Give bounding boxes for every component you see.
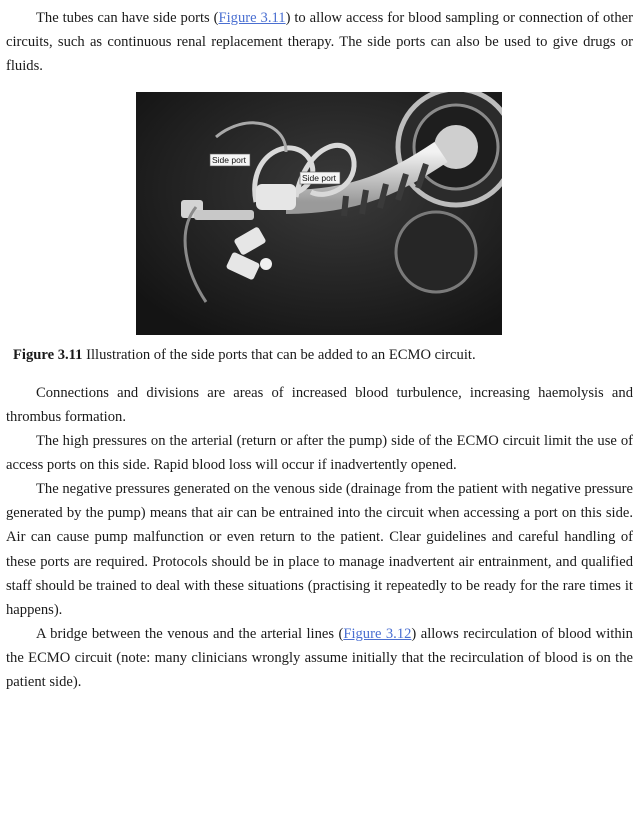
paragraph-text: ) to allow access for blood sampling or connection of other circuits, such as continuous renal replacement therapy. The side ports can also be used to give drugs or fluids. [6,10,633,75]
paragraph-turbulence: Connections and divisions are areas of increased blood turbulence, increasing haemolysis and thrombus formation. [6,385,633,426]
paragraph-venous-pressure: The negative pressures generated on the venous side (drainage from the patient with negative pressure generated by the pump) means that air can be entrained into the circuit when accessing a port on this side. Air can cause pump malfunction or even return to the patient. Clear guidelines and careful handling of these ports are required. Protocols should be in place to manage inadvertent air entrainment, and qualified staff should be trained to deal with these situations (practising it repeatedly to be ready for the rare times it happens). [6,481,633,619]
figure-caption [13,344,476,366]
paragraph-text: ) allows recirculation of blood within the ECMO circuit (note: many clinicians wrongly assume initially that the recirculation of blood is on the patient side). [6,626,633,691]
side-port-label-2: Side port [302,173,337,183]
paragraph-bridge [6,622,633,695]
figure-caption-text: Illustration of the side ports that can be added to an ECMO circuit. [82,347,476,363]
paragraph-text: A bridge between the venous and the arterial lines ( [36,626,344,642]
figure-3-11-link[interactable]: Figure 3.11 [218,10,286,26]
side-port-label-1: Side port [212,155,247,165]
paragraph-text: The tubes can have side ports ( [36,10,219,26]
figure-3-12-link[interactable]: Figure 3.12 [343,626,412,642]
figure-3-11-photo [136,92,502,335]
paragraph-side-ports [6,6,633,79]
ecmo-circuit-illustration [136,92,502,335]
figure-caption-label: Figure 3.11 [13,347,83,363]
paragraph-arterial-pressure: The high pressures on the arterial (return or after the pump) side of the ECMO circuit limit the use of access ports on this side. Rapid blood loss will occur if inadvertently opened. [6,433,633,474]
